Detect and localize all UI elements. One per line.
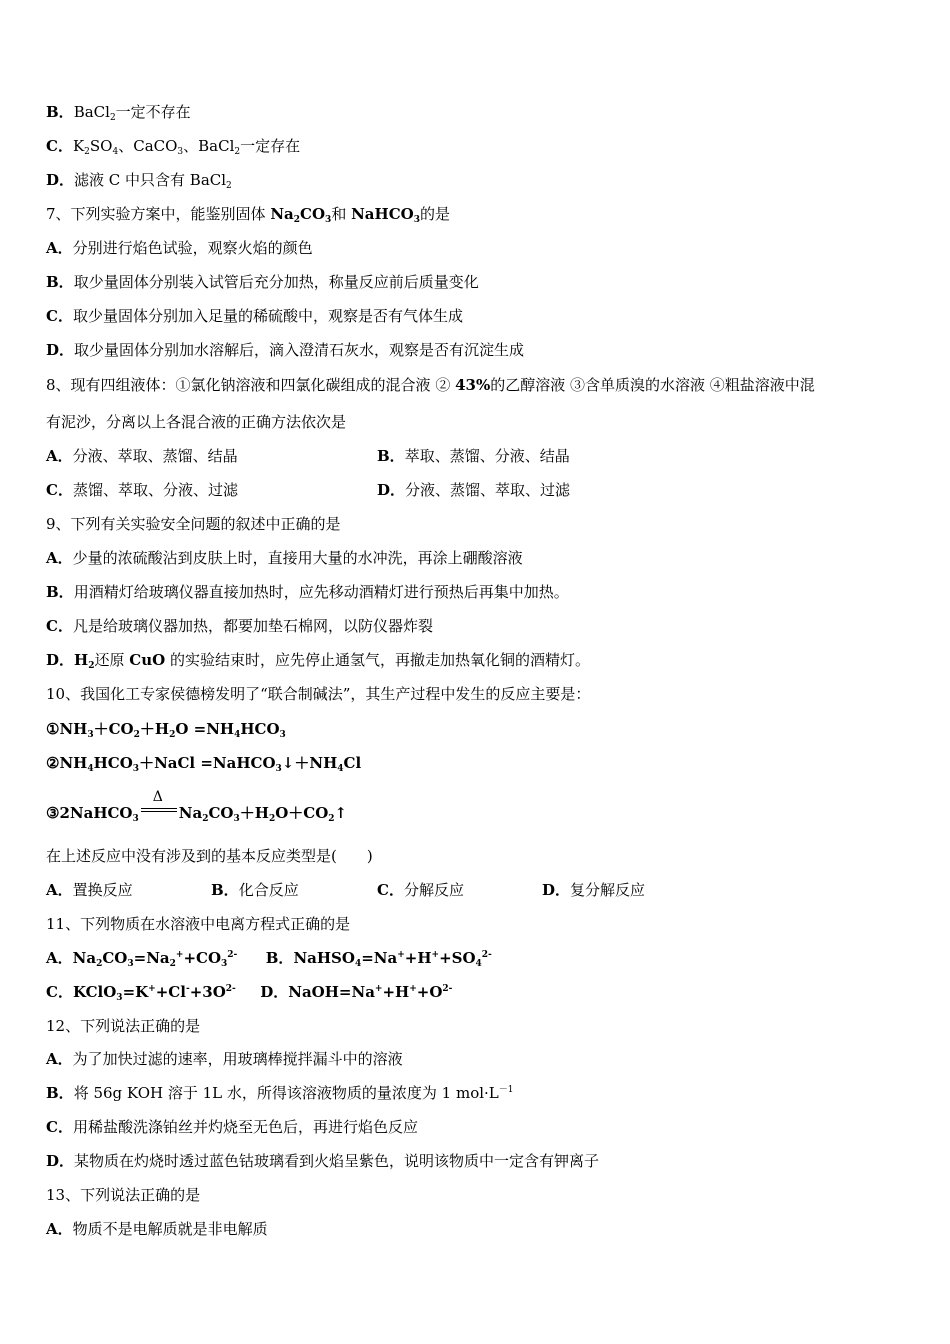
q10-question: 在上述反应中没有涉及到的基本反应类型是( ) — [46, 847, 373, 865]
q10-reaction-1: $①NH_3+CO_2+H_2O =NH_4HCO_3$ — [46, 720, 286, 740]
q8-option-b: B．萃取、蒸馏、分液、结晶 — [377, 447, 570, 465]
q12-option-c: C．用稀盐酸洗涤铂丝并灼烧至无色后，再进行焰色反应 — [46, 1118, 418, 1136]
q11-options-row2 — [46, 982, 452, 1002]
q6-option-c: C．$K_2SO_4$、CaCO$_3$、BaCl$_2$一定存在 — [46, 137, 301, 157]
q7-stem: 7、下列实验方案中，能鉴别固体 $Na_2CO_3$和 NaHCO$_3$的是 — [46, 205, 450, 225]
q8-option-d: D．分液、蒸馏、萃取、过滤 — [377, 481, 571, 499]
q11-option-c: C．$KClO_3=K^++Cl^-+3O^{2-}$ — [46, 983, 236, 1003]
q11-options-row1 — [46, 948, 492, 968]
q7-option-a: A．分别进行焰色试验，观察火焰的颜色 — [46, 239, 313, 257]
q9-option-c: C．凡是给玻璃仪器加热，都要加垫石棉网，以防仪器炸裂 — [46, 617, 433, 635]
q8-option-c: C．蒸馏、萃取、分液、过滤 — [46, 481, 238, 499]
q12-option-a: A．为了加快过滤的速率，用玻璃棒搅拌漏斗中的溶液 — [46, 1050, 403, 1068]
delta-symbol: Δ — [152, 789, 163, 805]
q11-option-a: A．$Na_2CO_3=Na_2^++CO_3^{2-}$ — [46, 949, 238, 969]
q6-option-d: D．滤液 C 中只含有 BaCl$_2$ — [46, 171, 232, 191]
q11-option-d: D．$NaOH=Na^++H^++O^{2-}$ — [260, 983, 453, 1001]
q10-reaction-2: $②NH_4HCO_3+NaCl$ $=NaHCO_3↓+NH_4Cl$ — [46, 754, 362, 774]
q8-option-a: A．分液、萃取、蒸馏、结晶 — [46, 447, 238, 465]
q11-option-b: B．$NaHSO_4=Na^++H^++SO_4^{2-}$ — [265, 949, 492, 969]
q13-stem: 13、下列说法正确的是 — [46, 1186, 201, 1204]
q6-option-b: B．BaCl$_2$一定不存在 — [46, 103, 191, 123]
q11-stem: 11、下列物质在水溶液中电离方程式正确的是 — [46, 915, 351, 933]
q7-option-c: C．取少量固体分别加入足量的稀硫酸中，观察是否有气体生成 — [46, 307, 463, 325]
q8-stem-line2: 有泥沙，分离以上各混合液的正确方法依次是 — [46, 413, 347, 431]
q10-option-b: B．化合反应 — [211, 881, 299, 899]
heating-condition-sign — [139, 789, 179, 820]
q9-option-a: A．少量的浓硫酸沾到皮肤上时，直接用大量的水冲洗，再涂上硼酸溶液 — [46, 549, 523, 567]
q9-option-d: D．$H_2$还原 CuO 的实验结束时，应先停止通氢气，再撤走加热氧化铜的酒精灯。 — [46, 651, 590, 671]
q12-option-d: D．某物质在灼烧时透过蓝色钴玻璃看到火焰呈紫色，说明该物质中一定含有钾离子 — [46, 1152, 600, 1170]
q10-stem: 10、我国化工专家侯德榜发明了“联合制碱法”，其生产过程中发生的反应主要是： — [46, 685, 591, 703]
q12-stem: 12、下列说法正确的是 — [46, 1017, 201, 1035]
q10-reaction-3: ③2NaHCO$_3$ Δ $Na_2CO_3+H_2O+CO_2↑$ — [46, 789, 348, 824]
q7-option-b: B．取少量固体分别装入试管后充分加热，称量反应前后质量变化 — [46, 273, 479, 291]
q7-option-d: D．取少量固体分别加水溶解后，滴入澄清石灰水，观察是否有沉淀生成 — [46, 341, 525, 359]
q10-option-d: D．复分解反应 — [542, 881, 646, 899]
q9-stem: 9、下列有关实验安全问题的叙述中正确的是 — [46, 515, 341, 533]
q10-option-c: C．分解反应 — [377, 881, 464, 899]
q9-option-b: B．用酒精灯给玻璃仪器直接加热时，应先移动酒精灯进行预热后再集中加热。 — [46, 583, 569, 601]
q8-stem-line1: 8、现有四组液体：①氯化钠溶液和四氯化碳组成的混合液 ② 43%的乙醇溶液 ③含单质溴的水溶液 ④粗盐溶液中混 — [46, 376, 815, 394]
q10-option-a: A．置换反应 — [46, 881, 133, 899]
q13-option-a: A．物质不是电解质就是非电解质 — [46, 1220, 268, 1238]
q12-option-b: B．将 56g KOH 溶于 1L 水，所得该溶液物质的量浓度为 1 $mol\cdot L^{-1}$ — [46, 1084, 514, 1102]
